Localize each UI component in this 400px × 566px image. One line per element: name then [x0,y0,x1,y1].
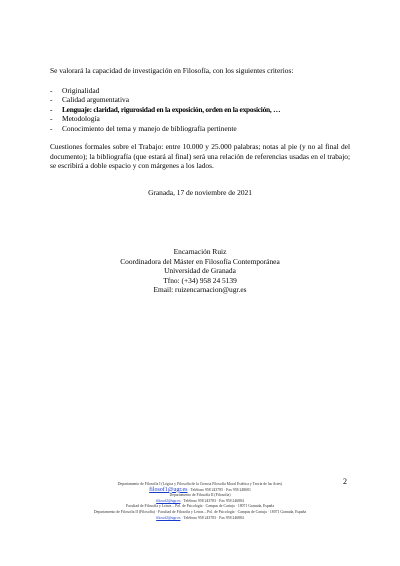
footer-contact: · Teléfono 958 243785 · Fax 958 248681 [187,487,251,492]
footer-line [30,516,370,522]
criteria-item: - Metodología [50,114,350,123]
footer-email-link[interactable]: filosof1@ugr.es [149,486,188,493]
signature-institution: Universidad de Granada [164,266,236,276]
criteria-item: - Lenguaje: claridad, rigurosidad en la exposición, orden en la exposición, … [50,105,350,114]
signature-email: Email: ruizencarnacion@ugr.es [153,285,247,295]
criteria-item: - Originalidad [50,86,350,95]
footer-contact: · Teléfono 958 243783 · Fax 958 246884 [180,515,244,520]
footer-email-link[interactable]: filosof2@ugr.es [156,498,181,503]
formal-requirements-paragraph: Cuestiones formales sobre el Trabajo: entre 10.000 y 25.000 palabras; notas al pie (y no al final del documento); la bibliografía (que estará al final) será una relación de referencias usadas en el trabajo; se escribirá a doble espacio y con márgenes a los lados. [50,142,350,170]
criteria-item: - Conocimiento del tema y manejo de bibliografía pertinente [50,124,350,133]
criteria-item: - Calidad argumentativa [50,95,350,104]
footer-line: Departamento de Filosofía II (Filosofía) · Facultad de Filosofía y Letras – Pol. de Psicología · Campus de Cartuja · 18071 Granada, España [93,509,307,514]
page-footer [30,482,370,521]
criteria-list [50,86,350,133]
footer-email-link[interactable]: filosof2@ugr.es [156,515,181,520]
page-number: 2 [343,477,347,486]
signature-name: Encarnación Ruiz [173,247,227,256]
footer-line: Departamento de Filosofía II (Filosofía) [169,493,231,498]
intro-paragraph: Se valorará la capacidad de investigación en Filosofía, con los siguientes criterios: [50,66,294,75]
footer-contact: · Teléfono 958 243783 · Fax 958 246884 [180,498,244,503]
signature-phone: Tfno: (+34) 958 24 5139 [163,275,237,285]
footer-line: Facultad de Filosofía y Letras – Pol. de Psicología · Campus de Cartuja · 18071 Granada, España [125,504,275,509]
date-line: Granada, 17 de noviembre de 2021 [148,188,252,197]
footer-line: Departamento de Filosofía I (Lógica y Filosofía de la Ciencia Filosofía Moral Estética y Teoría de las Artes) [117,482,283,486]
signature-block [50,247,350,295]
signature-role: Coordinadora del Máster en Filosofía Contemporánea [120,256,280,266]
